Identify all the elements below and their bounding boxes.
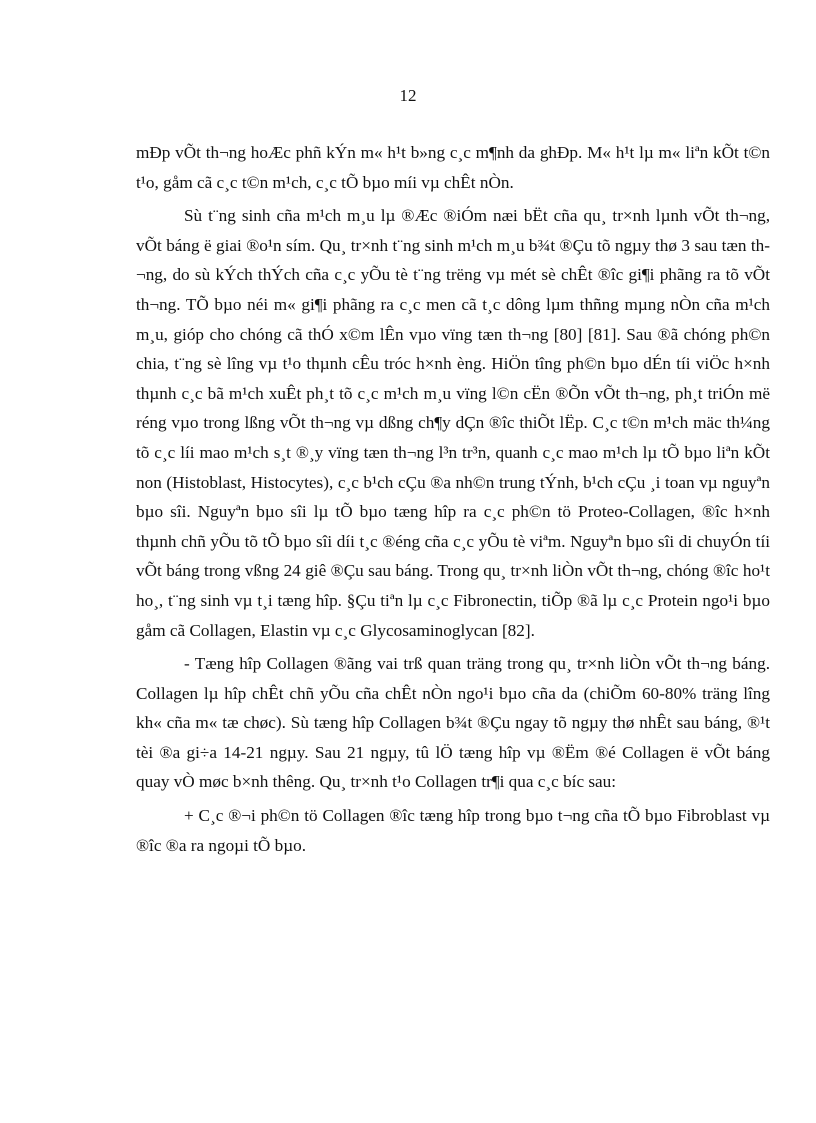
paragraph-collagen-synthesis: - Tæng hîp Collagen ®ãng vai trß quan träng trong qu¸ tr×nh liÒn vÕt th¬ng báng. Collagen lµ hîp chÊt chñ yÕu cña chÊt nÒn ngo¹i bµo cña da (chiÕm 60-80% träng lîng kh« cña m« tæ chøc). Sù tæng hîp Collagen b¾t ®Çu ngay tõ ngµy thø nhÊt sau báng, ®¹t tèi ®a gi÷a 14-21 ngµy. Sau 21 ngµy, tû lÖ tæng hîp vµ ®Ëm ®é Collagen ë vÕt báng quay vÒ møc b×nh thêng. Qu¸ tr×nh t¹o Collagen tr¶i qua c¸c bíc sau:: [136, 654, 770, 792]
paragraph-collagen-step: + C¸c ®¬i ph©n tö Collagen ®îc tæng hîp trong bµo t¬ng cña tÕ bµo Fibroblast vµ ®îc ®a ra ngoµi tÕ bµo.: [136, 806, 770, 855]
paragraph-continuation: mĐp vÕt th¬ng hoÆc phñ kÝn m« h¹t b»ng c¸c m¶nh da ghÐp. M« h¹t lµ m« liªn kÕt t©n t¹o, gåm cã c¸c t©n m¹ch, c¸c tÕ bµo míi vµ chÊt nÒn.: [136, 143, 770, 192]
page-number: 12: [399, 86, 417, 105]
body-text: [136, 138, 770, 864]
paragraph-angiogenesis: Sù t¨ng sinh cña m¹ch m¸u lµ ®Æc ®iÓm næi bËt cña qu¸ tr×nh lµnh vÕt th¬ng, vÕt báng ë giai ®o¹n sím. Qu¸ tr×nh t¨ng sinh m¹ch m¸u b¾t ®Çu tõ ngµy thø 3 sau tæn th¬ng, do sù kÝch thÝch cña c¸c yÕu tè t¨ng trëng vµ mét sè chÊt ®îc gi¶i phãng ra tõ vÕt th¬ng. TÕ bµo néi m« gi¶i phãng ra c¸c men cã t¸c dông lµm thñng mµng nÒn cña m¹ch m¸u, gióp cho chóng cã thÓ x©m lÊn vµo vïng tæn th¬ng [80] [81]. Sau ®ã chóng ph©n chia, t¨ng sè lîng vµ t¹o thµnh cÊu tróc h×nh èng. HiÖn tîng ph©n bµo dÉn tíi viÖc h×nh thµnh c¸c bã m¹ch xuÊt ph¸t tõ c¸c m¹ch m¸u vïng l©n cËn ®Õn vÕt th¬ng, ph¸t triÓn më réng vµo trong lßng vÕt th¬ng vµ dßng ch¶y dÇn ®îc thiÕt lËp. C¸c t©n m¹ch mäc th¼ng tõ c¸c líi mao m¹ch s¸t ®¸y vïng tæn th¬ng l³n tr³n, quanh c¸c mao m¹ch lµ tÕ bµo liªn kÕt non (Histoblast, Histocytes), c¸c b¹ch cÇu ®a nh©n trung tÝnh, b¹ch cÇu ¸i toan vµ nguyªn bµo sîi. Nguyªn bµo sîi lµ tÕ bµo tæng hîp ra c¸c ph©n tö Proteo-Collagen, ®îc h×nh thµnh chñ yÕu tõ tÕ bµo sîi díi t¸c ®éng cña c¸c yÕu tè viªm. Nguyªn bµo sîi di chuyÓn tíi vÕt báng trong vßng 24 giê ®Çu sau báng. Trong qu¸ tr×nh liÒn vÕt th¬ng, chóng ®îc ho¹t ho¸, t¨ng sinh vµ t¸i tæng hîp. §Çu tiªn lµ c¸c Fibronectin, tiÕp ®ã lµ c¸c Protein ngo¹i bµo gåm cã Collagen, Elastin vµ c¸c Glycosaminoglycan [82].: [136, 206, 770, 640]
